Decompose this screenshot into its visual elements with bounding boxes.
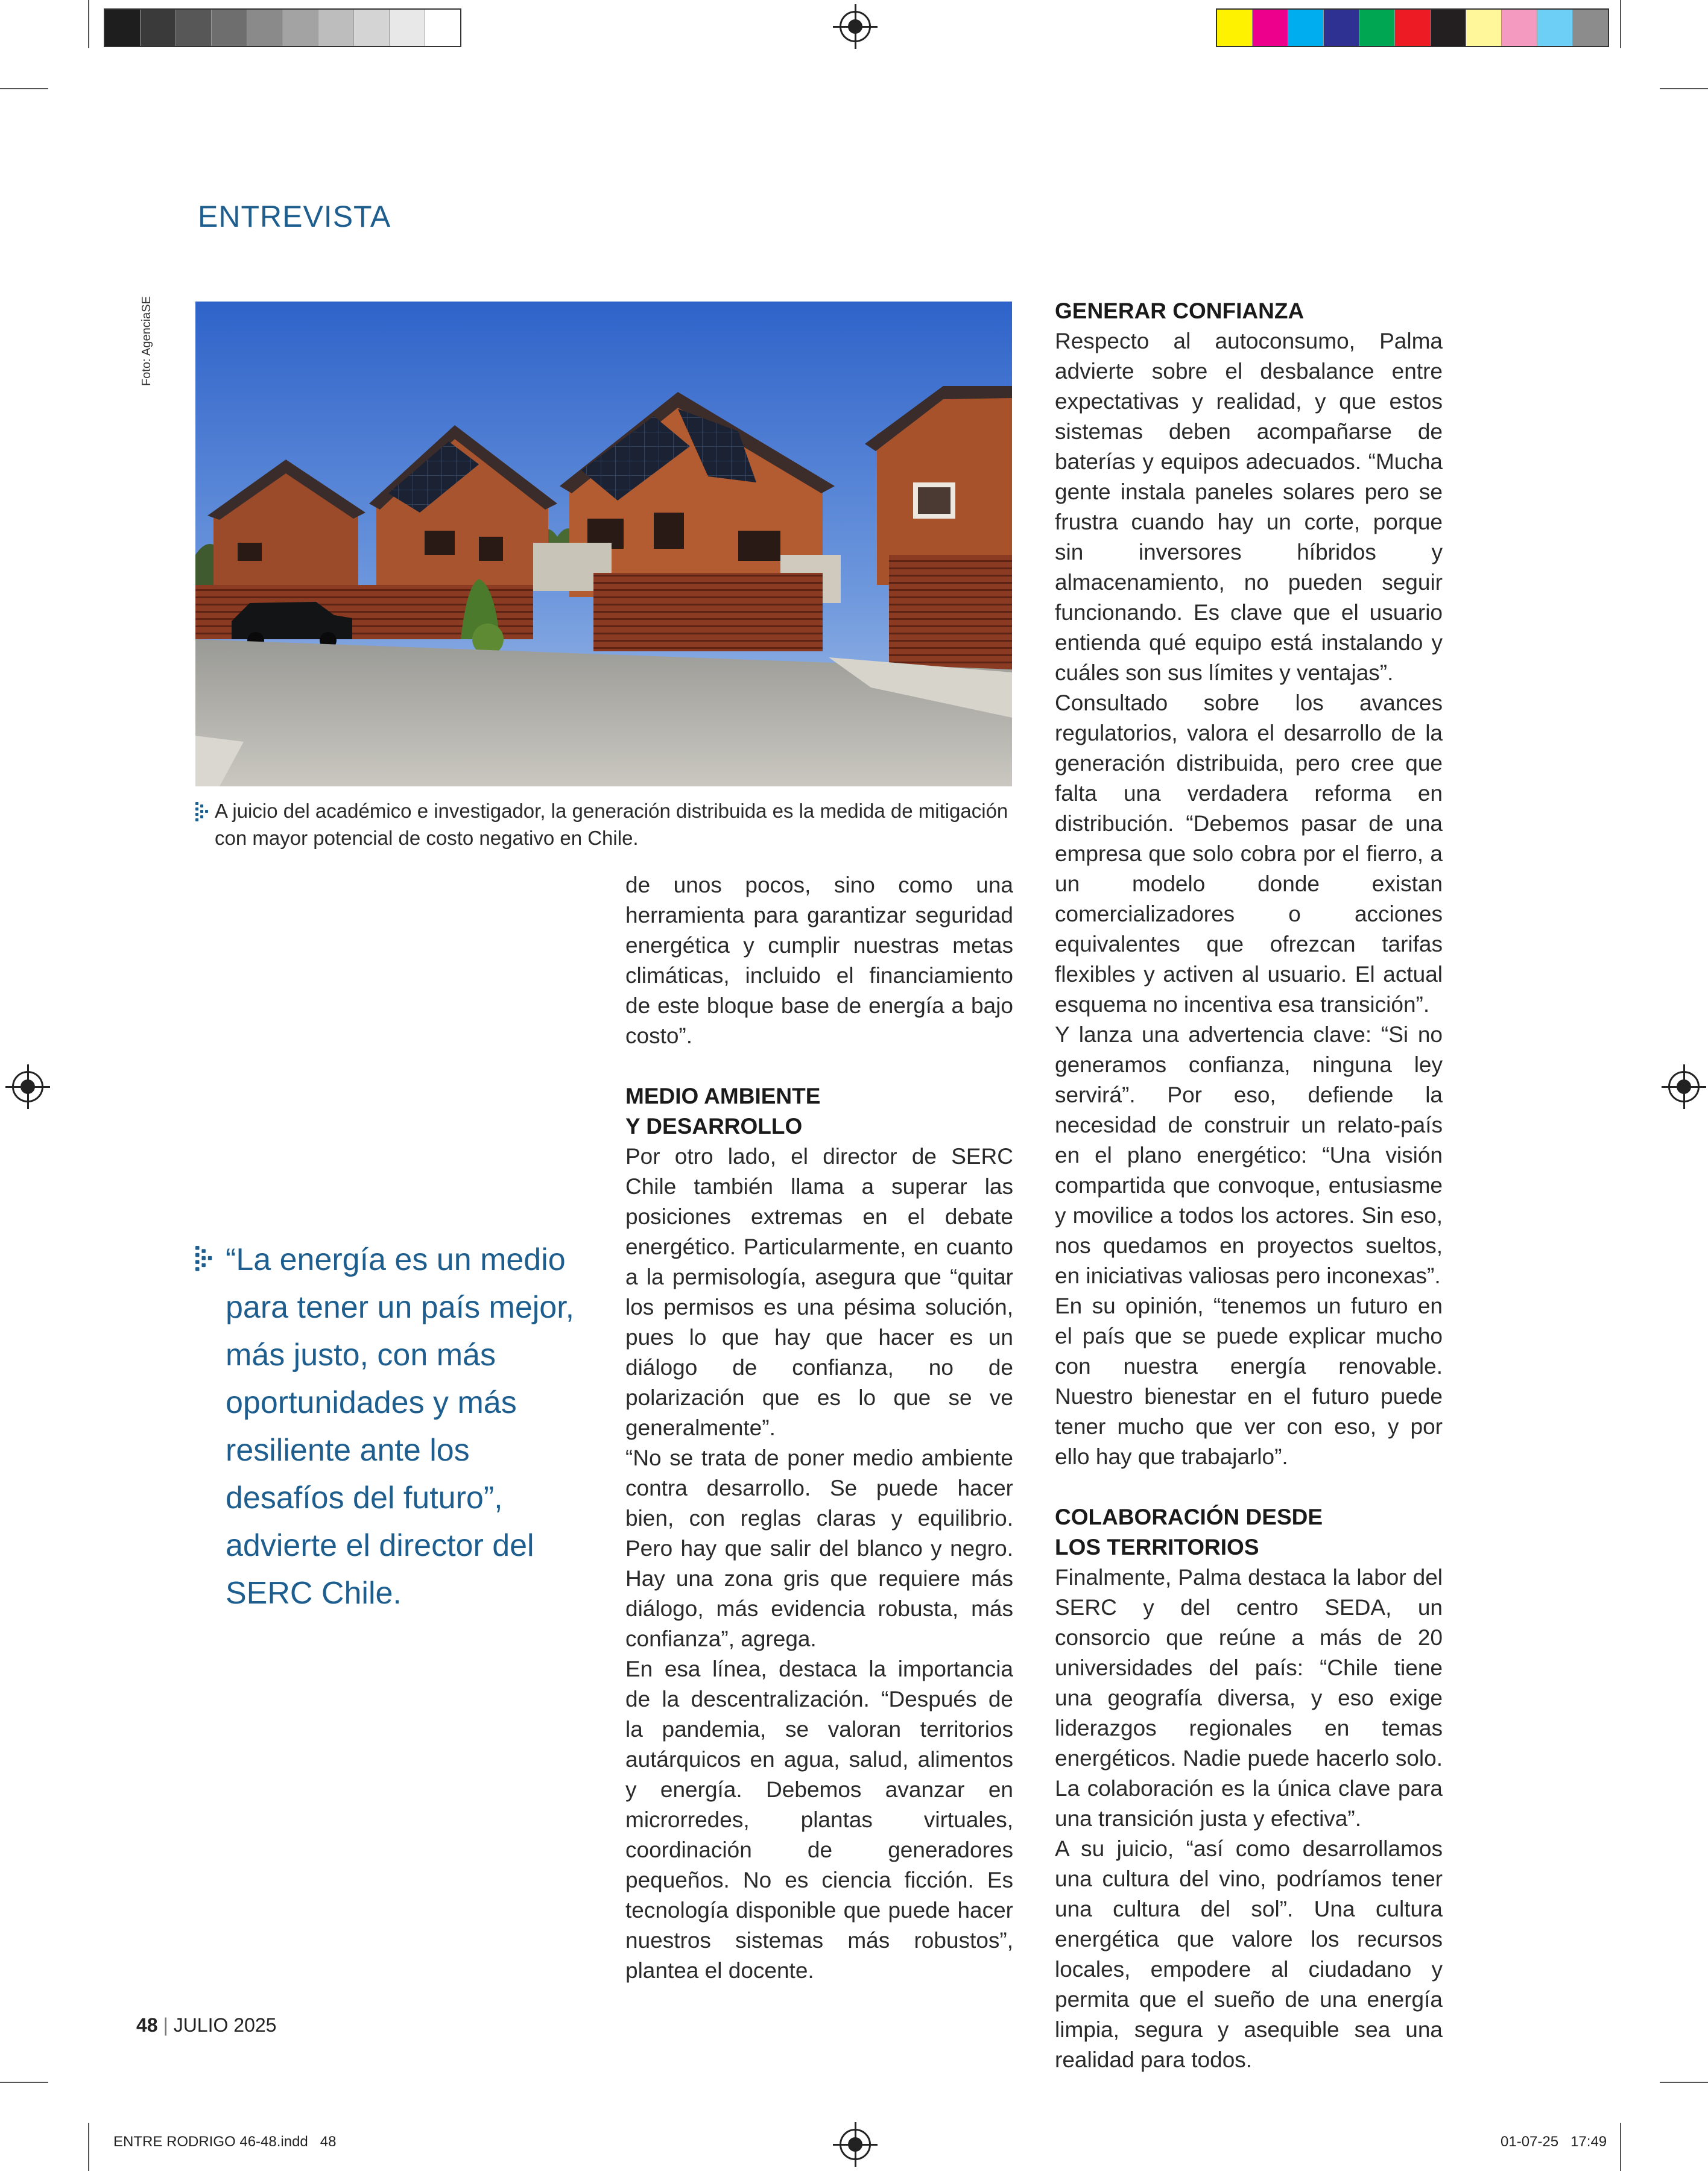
caption-bullet-icon (195, 802, 211, 823)
crop-mark (88, 0, 89, 48)
subheading-line: Y DESARROLLO (625, 1114, 803, 1139)
calibration-swatch (425, 10, 460, 46)
page-folio (136, 2014, 276, 2037)
paragraph: Y lanza una advertencia clave: “Si no generamos confianza, ninguna ley servirá”. Por eso, defiende la necesidad de construir un relato-país en el plano energético: “Una visión compartida que convoque, entusiasme y movilice a todos los actores. Sin eso, nos quedamos en proyectos sueltos, en iniciativas valiosas pero inconexas”. (1055, 1022, 1443, 1288)
subheading: GENERAR CONFIANZA (1055, 299, 1305, 323)
calibration-swatch (1431, 10, 1466, 46)
calibration-swatch (1502, 10, 1537, 46)
issue-date: JULIO 2025 (173, 2014, 277, 2036)
page-number: 48 (136, 2014, 158, 2036)
subheading-line: LOS TERRITORIOS (1055, 1535, 1259, 1560)
calibration-swatch (105, 10, 141, 46)
article-column-middle (625, 870, 1013, 1986)
pull-quote: “La energía es un medio para tener un país mejor, más justo, con más oportunidades y más resiliente ante los desafíos del futuro”, advierte el director del SERC Chile. (226, 1242, 575, 1611)
calibration-swatch (390, 10, 425, 46)
section-label: ENTREVISTA (198, 200, 391, 233)
registration-mark-top (840, 11, 871, 42)
paragraph: Por otro lado, el director de SERC Chile también llama a superar las posiciones extremas en el debate energético. Particularmente, en cuanto a la permisología, asegura que “quitar los permisos es una pésima solución, pues lo que hay que hacer es un diálogo de confianza, no de polarización que es lo que se ve generalmente”. (625, 1144, 1013, 1440)
crop-mark (1620, 0, 1621, 48)
paragraph: Finalmente, Palma destaca la labor del SERC y del centro SEDA, un consorcio que reúne a más de 20 universidades del país: “Chile tiene una geografía diversa, y eso exige liderazgos regionales en temas energéticos. Nadie puede hacerlo solo. La colaboración es la única clave para una transición justa y efectiva”. (1055, 1565, 1443, 1831)
registration-mark-bottom (840, 2129, 871, 2160)
calibration-swatch (1395, 10, 1431, 46)
calibration-swatch (247, 10, 283, 46)
color-calibration-bar (1216, 8, 1609, 47)
crop-mark (1660, 2082, 1708, 2083)
subheading (625, 1081, 1013, 1142)
calibration-swatch (1288, 10, 1324, 46)
calibration-swatch (176, 10, 212, 46)
calibration-swatch (1466, 10, 1502, 46)
calibration-swatch (1537, 10, 1573, 46)
calibration-swatch (283, 10, 318, 46)
subheading-line: COLABORACIÓN DESDE (1055, 1505, 1323, 1529)
crop-mark (88, 2123, 89, 2171)
article-photo (195, 302, 1012, 786)
crop-mark (1620, 2123, 1621, 2171)
paragraph: En su opinión, “tenemos un futuro en el país que se puede explicar mucho con nuestra energía renovable. Nuestro bienestar en el futuro puede tener mucho que ver con eso, y por ello hay que trabajarlo”. (1055, 1294, 1443, 1469)
calibration-swatch (141, 10, 176, 46)
paragraph: Respecto al autoconsumo, Palma advierte sobre el desbalance entre expectativas y realidad, y que estos sistemas deben acompañarse de baterías y equipos adecuados. “Mucha gente instala paneles solares pero se frustra cuando hay un corte, porque sin inversores híbridos y almacenamiento, no pueden seguir funcionando. Es clave que el usuario entienda qué equipo está instalando y cuáles son sus límites y ventajas”. (1055, 329, 1443, 685)
crop-mark (1660, 88, 1708, 89)
subheading-line: MEDIO AMBIENTE (625, 1084, 821, 1108)
folio-separator: | (163, 2014, 174, 2036)
calibration-swatch (1324, 10, 1359, 46)
calibration-swatch (354, 10, 390, 46)
paragraph: de unos pocos, sino como una herramienta para garantizar seguridad energética y cumplir nuestras metas climáticas, incluido el financiamiento de este bloque base de energía a bajo costo”. (625, 873, 1013, 1048)
crop-mark (0, 2082, 48, 2083)
calibration-swatch (1217, 10, 1253, 46)
article-column-right (1055, 296, 1443, 2075)
calibration-swatch (212, 10, 247, 46)
slug-timestamp: 01-07-25 17:49 (1501, 2134, 1607, 2150)
paragraph: En esa línea, destaca la importancia de la descentralización. “Después de la pandemia, se valoran territorios autárquicos en agua, salud, alimentos y energía. Debemos avanzar en microrredes, plantas virtuales, coordinación de generadores pequeños. No es ciencia ficción. Es tecnología disponible que puede hacer nuestros sistemas más robustos”, plantea el docente. (625, 1657, 1013, 1983)
calibration-swatch (1573, 10, 1608, 46)
slug-file-name: ENTRE RODRIGO 46-48.indd 48 (113, 2134, 337, 2150)
calibration-swatch (318, 10, 354, 46)
paragraph: A su juicio, “así como desarrollamos una cultura del vino, podríamos tener una cultura del sol”. Una cultura energética que valore los recursos locales, empodere al ciudadano y permita que el sueño de una energía limpia, segura y asequible sea una realidad para todos. (1055, 1836, 1443, 2072)
registration-mark-left (12, 1071, 43, 1102)
quote-bullet-icon (195, 1246, 216, 1272)
paragraph: Consultado sobre los avances regulatorios, valora el desarrollo de la generación distribuida, pero cree que falta una verdadera reforma en distribución. “Debemos pasar de una empresa que solo cobra por el fierro, a un modelo donde existan comercializadores o acciones equivalentes que ofrezcan tarifas flexibles y activen al usuario. El actual esquema no incentiva esa transición”. (1055, 690, 1443, 1017)
photo-credit: Foto: AgenciaSE (140, 296, 153, 386)
calibration-swatch (1359, 10, 1395, 46)
gray-calibration-bar (104, 8, 461, 47)
paragraph: “No se trata de poner medio ambiente contra desarrollo. Se puede hacer bien, con reglas claras y equilibrio. Pero hay que salir del blanco y negro. Hay una zona gris que requiere más diálogo, más evidencia robusta, más confianza”, agrega. (625, 1446, 1013, 1651)
crop-mark (0, 88, 48, 89)
photo-caption: A juicio del académico e investigador, la generación distribuida es la medida de mitigación con mayor potencial de costo negativo en Chile. (215, 800, 1008, 849)
calibration-swatch (1253, 10, 1288, 46)
registration-mark-right (1668, 1071, 1700, 1102)
subheading (1055, 1502, 1443, 1563)
